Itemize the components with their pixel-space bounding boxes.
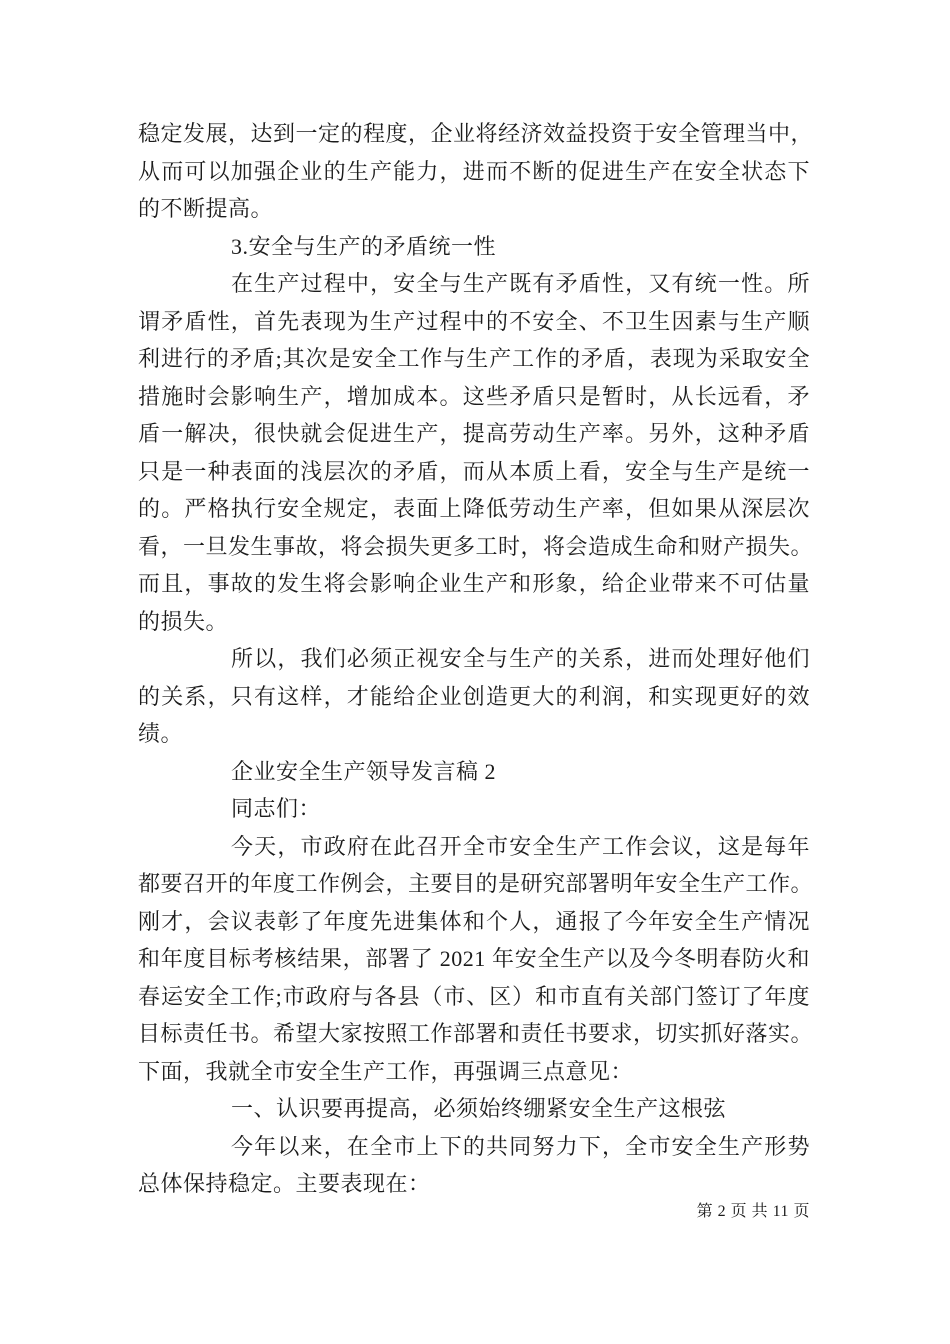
text-line: 同志们： (231, 796, 322, 821)
paragraph (138, 828, 814, 1091)
paragraph (138, 228, 810, 266)
text-line: 今年以来，在全市上下的共同努力下，全市安全生产形势 (231, 1133, 810, 1159)
text-line: 下面，我就全市安全生产工作，再强调三点意见： (138, 1058, 634, 1084)
text-line: 的关系，只有这样，才能给企业创造更大的利润，和实现更好的效 (138, 683, 810, 709)
paragraph (138, 790, 810, 828)
paragraph (138, 115, 814, 228)
text-line: 而且，事故的发生将会影响企业生产和形象，给企业带来不可估量 (138, 571, 810, 596)
text-line: 措施时会影响生产，增加成本。这些矛盾只是暂时，从长远看，矛 (138, 383, 810, 409)
text-line: 从而可以加强企业的生产能力，进而不断的促进生产在安全状态下 (138, 158, 810, 184)
text-line: 谓矛盾性，首先表现为生产过程中的不安全、不卫生因素与生产顺 (138, 308, 810, 334)
text-line: 目标责任书。希望大家按照工作部署和责任书要求，切实抓好落实。 (138, 1021, 814, 1046)
text-line: 只是一种表面的浅层次的矛盾，而从本质上看，安全与生产是统一 (138, 458, 810, 484)
text-line: 绩。 (138, 721, 184, 746)
text-line: 看，一旦发生事故，将会损失更多工时，将会造成生命和财产损失。 (138, 533, 814, 559)
paragraph (138, 640, 810, 753)
text-line: 一、认识要再提高，必须始终绷紧安全生产这根弦 (231, 1096, 727, 1121)
text-line: 所以，我们必须正视安全与生产的关系，进而处理好他们 (231, 646, 810, 671)
page-number: 第 2 页 共 11 页 (696, 1203, 810, 1220)
document-body (138, 115, 814, 1203)
text-line: 今天，市政府在此召开全市安全生产工作会议，这是每年 (231, 833, 810, 859)
text-line: 刚才，会议表彰了年度先进集体和个人，通报了今年安全生产情况 (138, 908, 810, 934)
text-line: 的。严格执行安全规定，表面上降低劳动生产率，但如果从深层次 (138, 496, 810, 521)
text-line: 企业安全生产领导发言稿 2 (231, 758, 497, 784)
paragraph (138, 1128, 810, 1203)
text-line: 在生产过程中，安全与生产既有矛盾性，又有统一性。所 (231, 271, 810, 296)
text-line: 的不断提高。 (138, 196, 274, 221)
text-line: 春运安全工作;市政府与各县（市、区）和市直有关部门签订了年度 (138, 983, 810, 1009)
text-line: 和年度目标考核结果，部署了 2021 年安全生产以及今冬明春防火和 (138, 946, 810, 971)
text-line: 的损失。 (138, 608, 229, 634)
paragraph (138, 1090, 810, 1128)
text-line: 3.安全与生产的矛盾统一性 (231, 233, 497, 259)
text-line: 利进行的矛盾;其次是安全工作与生产工作的矛盾，表现为采取安全 (138, 346, 810, 371)
paragraph (138, 753, 810, 791)
text-line: 稳定发展，达到一定的程度，企业将经济效益投资于安全管理当中， (138, 121, 814, 146)
paragraph (138, 265, 814, 640)
text-line: 都要召开的年度工作例会，主要目的是研究部署明年安全生产工作。 (138, 871, 814, 896)
text-line: 盾一解决，很快就会促进生产，提高劳动生产率。另外，这种矛盾 (138, 421, 810, 446)
text-line: 总体保持稳定。主要表现在： (138, 1171, 431, 1196)
